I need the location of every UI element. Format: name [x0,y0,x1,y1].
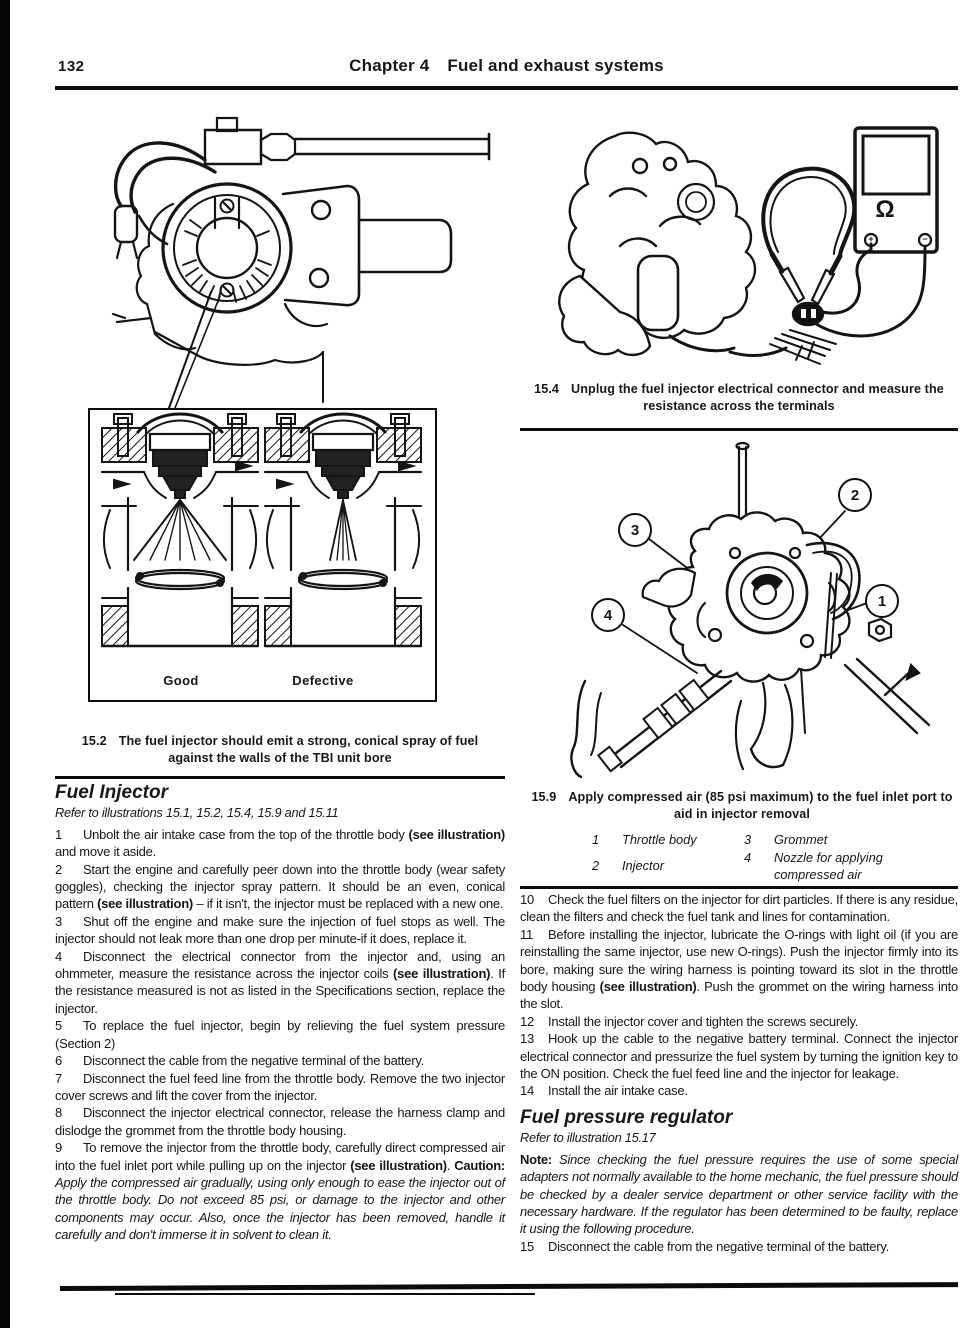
text-segment: Hook up the cable to the negative battery terminal. Connect the injector electrical connector and pressurize the fuel system by turning the ignition key to the ON position. Check the fuel feed line and the injector for leakage. [520,1031,958,1082]
bottom-page-rule-shadow [115,1293,535,1295]
step-15 [520,1238,958,1255]
step-number: 8 [55,1105,62,1121]
step-number: 4 [55,948,62,964]
spray-label-defective: Defective [292,673,354,688]
step-number: 9 [55,1140,62,1156]
legend-label: Injector [622,858,664,874]
step-number: 7 [55,1070,62,1086]
text-segment: Shut off the engine and make sure the injection of fuel stops as well. The injector should not leak more than one drop per minute-if it does, replace it. [55,913,505,947]
bottom-page-rule [60,1282,958,1291]
chapter-header [55,56,958,76]
text-segment: Caution: [454,1157,505,1173]
text-segment: Install the air intake case. [548,1083,688,1099]
refer-line-2: Refer to illustration 15.17 [520,1130,656,1146]
legend-label: Throttle body [622,832,697,847]
ohm-symbol: Ω [875,196,895,223]
caption-15-2 [60,733,500,767]
step-paragraph-8 [55,1104,505,1139]
right-column-rule-1 [520,428,958,431]
caption-number: 15.2 [81,734,107,748]
step-number: 12 [520,1013,534,1029]
step-paragraph-11 [520,926,958,1013]
legend-number: 1 [592,832,600,847]
step-number: 5 [55,1018,62,1034]
text-segment: Note: [520,1151,552,1167]
refer-line: Refer to illustrations 15.1, 15.2, 15.4, 15.9 and 15.11 [55,805,339,821]
text-segment: Before installing the injector, lubricate the O-rings with light oil (if you are reinstalling the same injector, use new O-rings). Push the injector firmly into its bore, making sure the wiring harness is pointing toward its slot in the throttle body housing [520,926,958,995]
step-number: 11 [520,926,533,942]
callout-4: 4 [591,598,625,632]
text-segment: (see illustration) [97,896,194,912]
step-number: 3 [55,913,62,929]
callout-2: 2 [838,478,872,512]
legend-label: Nozzle for applying compressed air [774,849,883,882]
caption-number: 15.9 [531,790,557,804]
header-rule [55,86,958,90]
chapter-label: Chapter 4 [349,56,430,75]
text-segment: Check the fuel filters on the injector for dirt particles. If there is any residue, clean the filters and check the fuel tank and lines for contamination. [520,892,958,925]
step-paragraph-12 [520,1013,958,1030]
text-segment: . [446,1157,455,1173]
text-segment: Disconnect the injector electrical connector, release the harness clamp and dislodge the grommet from the throttle body housing. [55,1105,505,1138]
section-title-fuel-pressure-regulator: Fuel pressure regulator [520,1106,733,1128]
step-number: 13 [520,1031,534,1047]
step-paragraph-3 [55,913,505,948]
caption-text: Apply compressed air (85 psi maximum) to the fuel inlet port to aid in injector removal [568,790,953,821]
text-segment: Since checking the fuel pressure requires the use of some special adapters not normally available to the home mechanic, the fuel pressure should be checked by a dealer service department or other service facility with the necessary hardware. If the regulator has been determined to be faulty, replace it using the following procedure. [520,1151,958,1237]
step-number: 15 [520,1238,534,1254]
text-segment: (see illustration) [408,826,505,842]
text-segment: Disconnect the electrical connector from the injector and, using an ohmmeter, measure the resistance across the injector coils [55,948,505,982]
chapter-title: Fuel and exhaust systems [447,56,664,75]
step-paragraph-1 [55,826,505,861]
caption-text: Unplug the fuel injector electrical connector and measure the resistance across the terminals [571,382,944,413]
step-number: 1 [55,826,62,842]
step-paragraph-10 [520,891,958,926]
step-number: 6 [55,1053,62,1069]
right-column-rule-2 [520,886,958,889]
figure-injector-removal [545,433,965,783]
figure-tbi-top-view [55,108,505,410]
text-segment: . Push the grommet on the wiring harness into the slot. [520,979,958,1012]
text-segment: (see illustration) [599,979,697,995]
page-number: 132 [58,58,85,75]
text-segment: Install the injector cover and tighten the screws securely. [548,1013,859,1029]
step-paragraph-13 [520,1030,958,1082]
step-paragraph-9 [55,1139,505,1243]
step-paragraph-5 [55,1017,505,1052]
book-spine-shadow [0,0,10,1328]
text-segment: – if it isn't, the injector must be replaced with a new one. [193,896,504,912]
meter-minus-terminal: − [922,234,928,244]
left-column-rule [55,776,505,779]
step-paragraph-15 [520,1238,958,1255]
step-paragraph-4 [55,948,505,1018]
steps-10-14 [520,891,958,1100]
text-segment: Apply the compressed air gradually, using only enough to ease the injector out of the throttle body. Do not exceed 85 psi, or damage to the injector and other components may occur. Also, once the injector has been removed, handle it carefully and don't immerse it in solvent to clean it. [55,1174,505,1243]
meter-plus-terminal: + [868,234,874,244]
legend-number: 4 [744,849,752,865]
note-paragraph [520,1151,958,1238]
steps-1-9 [55,826,505,1244]
text-segment: Start the engine and carefully peer down into the throttle body (wear safety goggles), checking the injector spray pattern. It should be an even, conical pattern [55,861,505,912]
caption-text: The fuel injector should emit a strong, conical spray of fuel against the walls of the TBI unit bore [118,734,479,765]
text-segment: Disconnect the cable from the negative terminal of the battery. [83,1053,424,1069]
right-text-column [520,891,958,1255]
section-title-fuel-injector: Fuel Injector [55,782,168,803]
caption-15-4 [524,381,954,415]
text-segment: (see illustration) [350,1157,447,1173]
legend-number: 3 [744,832,752,847]
legend-column-1 [592,831,744,884]
text-segment: Disconnect the cable from the negative terminal of the battery. [548,1238,889,1254]
left-text-column [55,784,505,1244]
step-number: 10 [520,892,534,907]
caption-number: 15.4 [534,382,560,396]
step-paragraph-2 [55,861,505,913]
step-paragraph-7 [55,1070,505,1105]
callout-3: 3 [618,513,652,547]
callout-1: 1 [865,584,899,618]
text-segment: Disconnect the fuel feed line from the throttle body. Remove the two injector cover screws and lift the cover from the injector. [55,1070,505,1103]
text-segment: and move it aside. [55,844,157,860]
figure-spray-pattern-box [88,408,437,702]
figure-ohmmeter-test [520,106,958,378]
step-number: 2 [55,861,62,877]
step-paragraph-14 [520,1082,958,1099]
text-segment: To remove the injector from the throttle body, carefully direct compressed air into the fuel inlet port while pulling up on the injector [55,1140,505,1173]
step-paragraph-6 [55,1052,505,1069]
spray-label-good: Good [163,673,199,688]
text-segment: To replace the fuel injector, begin by relieving the fuel system pressure (Section 2) [55,1018,505,1051]
legend-number: 2 [592,858,600,874]
text-segment: (see illustration) [393,966,491,982]
caption-15-9 [530,789,954,823]
legend-label: Grommet [774,832,828,847]
figure-legend [592,831,922,884]
text-segment: Unbolt the air intake case from the top of the throttle body [83,826,409,842]
legend-column-2 [744,831,922,884]
text-segment: . If the resistance measured is not as listed in the Specifications section, replace the injector. [55,966,505,1016]
step-number: 14 [520,1083,534,1099]
